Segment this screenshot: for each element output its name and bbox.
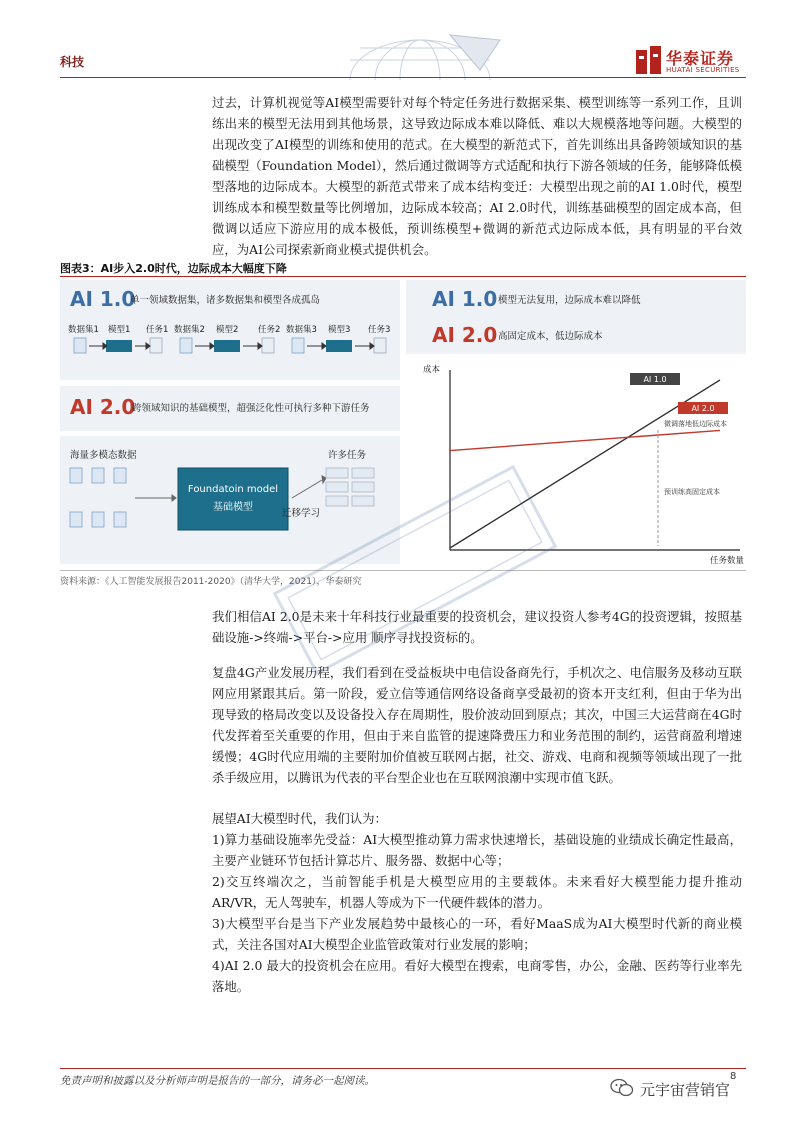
model-chip-icon [214,340,240,352]
outlook-intro: 展望AI大模型时代，我们认为： [212,811,387,826]
many-tasks-label: 许多任务 [328,450,367,461]
dataset-file-icon [292,338,304,353]
task-doc-icon [374,338,386,353]
right-ai2-desc: 高固定成本，低边际成本 [498,331,603,342]
footer-rule [60,1068,746,1069]
ai1-line-label: AI 1.0 [643,375,667,384]
dataset-file-icon [114,468,126,483]
ai1-item: 任务2 [258,325,281,335]
transfer-learning-label: 迁移学习 [282,508,321,519]
ai1-item: 数据集3 [286,325,317,335]
footer-disclaimer: 免责声明和披露以及分析师声明是报告的一部分，请务必一起阅读。 [60,1075,375,1087]
outlook-item: 4)AI 2.0 最大的投资机会在应用。看好大模型在搜索，电商零售，办公，金融、医药等行业率先落地。 [212,958,742,994]
huatai-logo [636,44,746,80]
task-block [326,496,348,506]
ai1-item: 模型1 [108,325,131,335]
outlook-item: 1)算力基础设施率先受益：AI大模型推动算力需求快速增长，基础设施的业绩成长确定性最高，主要产业链环节包括计算芯片、服务器、数据中心等； [212,832,742,868]
task-doc-icon [150,338,162,353]
task-block [352,496,374,506]
right-ai2-title: AI 2.0 [432,323,498,347]
ai1-item: 数据集2 [174,325,205,335]
logo-text-en: HUATAI SECURITIES [666,66,740,74]
header-rule [60,77,746,78]
page-number: 8 [730,1071,737,1082]
dataset-file-icon [74,338,86,353]
para-4g-review [212,662,742,788]
source-rule [60,570,746,571]
task-block [352,468,374,478]
ai1-panel-desc: 单一领域数据集，诸多数据集和模型各成孤岛 [130,295,321,306]
model-chip-icon [106,340,132,352]
model-chip-icon [326,340,352,352]
task-block [326,482,348,492]
figure-source: 资料来源：《人工智能发展报告2011-2020》（清华大学，2021），华泰研究 [60,577,362,587]
multimodal-data-label: 海量多模态数据 [70,450,137,461]
ai1-item: 数据集1 [68,325,99,335]
foundation-model-en: Foundatoin model [187,484,279,495]
wechat-account-name: 元宇宙营销官 [640,1081,731,1099]
outlook-section [212,808,742,997]
dataset-file-icon [70,512,82,527]
section-category: 科技 [60,55,85,69]
para-investment [212,606,742,648]
outlook-item: 3)大模型平台是当下产业发展趋势中最核心的一环，看好MaaS成为AI大模型时代新的商业模式，关注各国对AI大模型企业监管政策对行业发展的影响； [212,916,742,952]
annotation-pretrain: 预训练高固定成本 [664,488,720,496]
wechat-watermark [610,1076,770,1102]
dataset-file-icon [114,512,126,527]
ai1-item: 模型3 [328,325,351,335]
figure-title: 图表3：AI步入2.0时代，边际成本大幅度下降 [60,262,287,275]
header-globe-decoration [300,30,540,80]
logo-text-cn: 华泰证券 [666,49,735,68]
para-4g-review-text: 复盘4G产业发展历程，我们看到在受益板块中电信设备商先行，手机次之、电信服务及移动互联网应用紧跟其后。第一阶段，爱立信等通信网络设备商享受最初的资本开支红利，但由于华为出现导致的格局改变以及设备投入存在周期性，股价波动回到原点；其次，中国三大运营商在4G时代发挥着至关重要的作用，但由于来自监管的提速降费压力和业务范围的制约，运营商盈利增速缓慢；4G时代应用端的主要附加价值被互联网占据，社交、游戏、电商和视频等领域出现了一批杀手级应用，以腾讯为代表的平台型企业也在互联网浪潮中实现市值飞跃。 [212,665,742,785]
ai1-item: 任务3 [368,325,391,335]
logo-mark-icon [636,46,662,74]
foundation-model-cn: 基础模型 [213,502,253,513]
task-block [352,482,374,492]
outlook-item: 2)交互终端次之，当前智能手机是大模型应用的主要载体。未来看好大模型能力提升推动AR/VR，无人驾驶车，机器人等成为下一代硬件载体的潜力。 [212,874,742,910]
foundation-model-box [178,468,288,530]
ai1-item: 模型2 [216,325,239,335]
intro-paragraph [212,92,742,260]
figure-title-rule [60,276,746,277]
wechat-icon [610,1078,634,1098]
dataset-file-icon [70,468,82,483]
annotation-finetune: 微调落地低边际成本 [664,420,727,428]
dataset-file-icon [180,338,192,353]
task-block [326,468,348,478]
y-axis-label: 成本 [422,365,440,375]
ai2-panel-title: AI 2.0 [70,395,136,419]
ai2-line-label: AI 2.0 [691,404,715,413]
ai-evolution-figure [60,280,746,570]
intro-text: 过去，计算机视觉等AI模型需要针对每个特定任务进行数据采集、模型训练等一系列工作，且训练出来的模型无法用到其他场景，这导致边际成本难以降低、难以大规模落地等问题。大模型的出现改变了AI模型的训练和使用的范式。在大模型的新范式下，首先训练出具备跨领域知识的基础模型（Foundation Model），然后通过微调等方式适配和执行下游各领域的任务，能够降低模型落地的边际成本。大模型的新范式带来了成本结构变迁：大模型出现之前的AI 1.0时代，模型训练成本和模型数量等比例增加，边际成本较高；AI 2.0时代，训练基础模型的固定成本高，但微调以适应下游应用的成本极低，预训练模型+微调的新范式边际成本低，具有明显的平台效应，为AI公司探索新商业模式提供机会。 [212,95,742,257]
ai1-item: 任务1 [146,325,169,335]
task-doc-icon [262,338,274,353]
ai2-panel-desc: 跨领域知识的基础模型，超强泛化性可执行多种下游任务 [132,403,370,414]
x-axis-label: 任务数量 [710,556,745,566]
right-ai1-desc: 模型无法复用，边际成本难以降低 [498,295,641,306]
para-investment-text: 我们相信AI 2.0是未来十年科技行业最重要的投资机会，建议投资人参考4G的投资逻辑，按照基础设施->终端->平台->应用 顺序寻找投资标的。 [212,609,742,645]
ai1-panel-title: AI 1.0 [70,287,136,311]
dataset-file-icon [92,468,104,483]
dataset-file-icon [92,512,104,527]
right-ai1-title: AI 1.0 [432,287,498,311]
